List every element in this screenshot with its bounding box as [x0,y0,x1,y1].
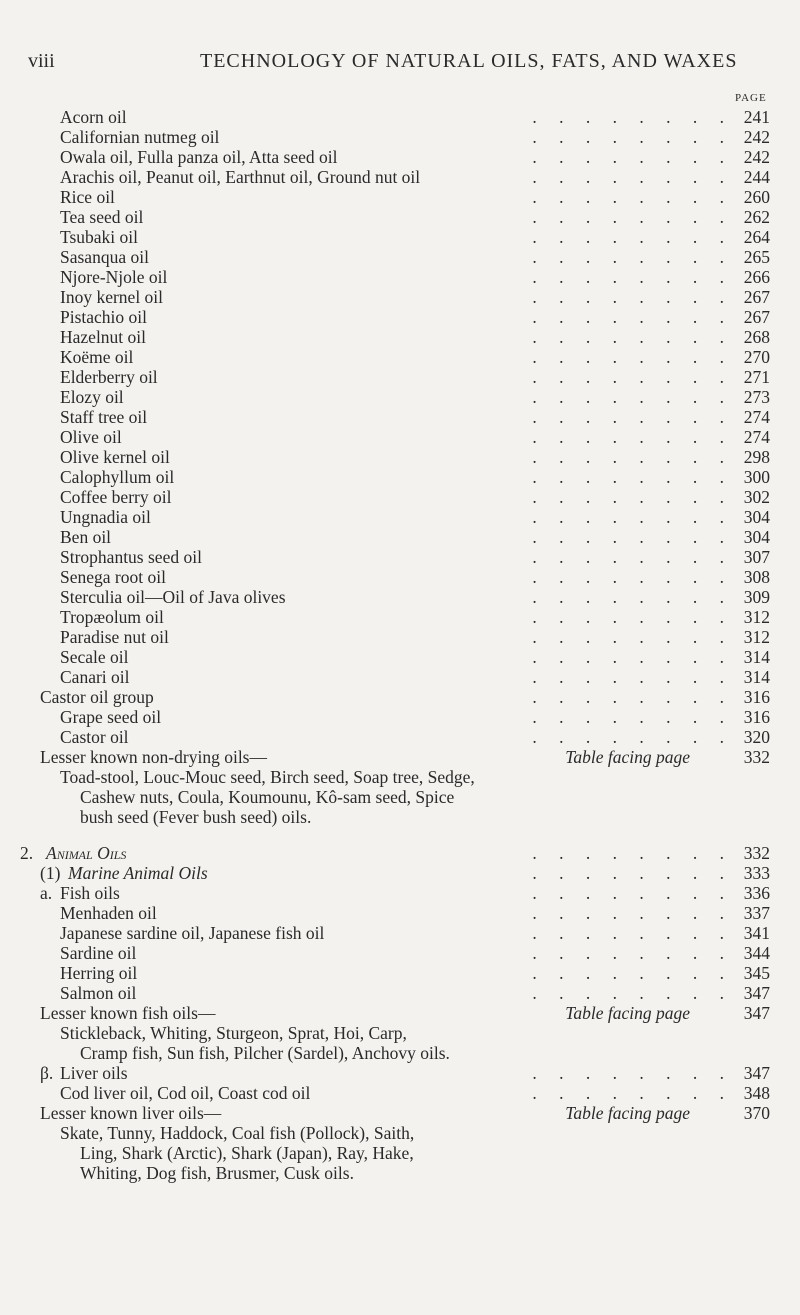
leader-dots: . . . . . . . . [532,427,724,447]
entry-page: 347 [743,983,770,1003]
leader-dots: . . . . . . . . [532,467,724,487]
leader-dots: . . . . . . . . [532,903,724,923]
toc-entry [0,427,800,447]
entry-page: 262 [743,207,770,227]
toc-entry [0,943,800,963]
toc-entry [0,287,800,307]
entry-label: Olive oil [60,427,128,447]
subsection-number: (1) [40,863,61,883]
toc-entry [0,327,800,347]
subsection-heading [0,863,800,883]
entry-page: 344 [743,943,770,963]
subsection-title: Marine Animal Oils [68,863,214,883]
entry-page: 332 [743,747,770,767]
entry-page: 312 [743,627,770,647]
description-line [0,1123,800,1143]
toc-entry [0,247,800,267]
leader-dots: . . . . . . . . [532,227,724,247]
description-line [0,1043,800,1063]
toc-entry [0,587,800,607]
toc-entry [0,487,800,507]
leader-dots: . . . . . . . . [532,727,724,747]
entry-label: Menhaden oil [60,903,163,923]
entry-page: 274 [743,427,770,447]
leader-dots: . . . . . . . . [532,863,724,883]
entry-label: Canari oil [60,667,136,687]
leader-dots: . . . . . . . . [532,983,724,1003]
running-title: TECHNOLOGY OF NATURAL OILS, FATS, AND WAXES [200,50,738,72]
entry-label: Herring oil [60,963,143,983]
entry-label: Ungnadia oil [60,507,157,527]
toc-entry [0,687,800,707]
toc-entry [0,127,800,147]
toc-entry [0,347,800,367]
toc-entry [0,923,800,943]
description-line [0,807,800,827]
table-facing-note: Table facing page [565,1003,690,1023]
entry-label: Coffee berry oil [60,487,177,507]
entry-page: 336 [743,883,770,903]
entry-label: Japanese sardine oil, Japanese fish oil [60,923,330,943]
leader-dots: . . . . . . . . [532,1063,724,1083]
entry-page: 260 [743,187,770,207]
entry-label: Lesser known fish oils— [40,1003,216,1023]
toc-entry [0,167,800,187]
leader-dots: . . . . . . . . [532,627,724,647]
lesser-known-entry [0,1003,800,1023]
leader-dots: . . . . . . . . [532,187,724,207]
leader-dots: . . . . . . . . [532,307,724,327]
toc-entry [0,367,800,387]
leader-dots: . . . . . . . . [532,327,724,347]
table-facing-note: Table facing page [565,747,690,767]
toc-entry [0,147,800,167]
entry-page: 316 [743,687,770,707]
description-text: Skate, Tunny, Haddock, Coal fish (Pollock), Saith, [60,1123,415,1143]
leader-dots: . . . . . . . . [532,943,724,963]
entry-label: Koëme oil [60,347,139,367]
leader-dots: . . . . . . . . [532,487,724,507]
toc-entry [0,507,800,527]
entry-page: 266 [743,267,770,287]
toc-entry [0,527,800,547]
entry-label: Tsubaki oil [60,227,144,247]
toc-entry [0,467,800,487]
description-line [0,767,800,787]
toc-entry [0,647,800,667]
entry-page: 242 [743,147,770,167]
toc-entry [0,187,800,207]
description-text: Whiting, Dog fish, Brusmer, Cusk oils. [80,1163,354,1183]
entry-page: 370 [743,1103,770,1123]
entry-page: 264 [743,227,770,247]
leader-dots: . . . . . . . . [532,447,724,467]
leader-dots: . . . . . . . . [532,167,724,187]
leader-dots: . . . . . . . . [532,883,724,903]
page-column-label: PAGE [735,92,767,104]
section-number: 2. [20,843,34,863]
entry-page: 333 [743,863,770,883]
toc-entry [0,903,800,923]
description-text: Ling, Shark (Arctic), Shark (Japan), Ray, Hake, [80,1143,414,1163]
leader-dots: . . . . . . . . [532,287,724,307]
entry-label: Elozy oil [60,387,130,407]
entry-page: 345 [743,963,770,983]
entry-page: 341 [743,923,770,943]
toc-entry [0,387,800,407]
description-text: bush seed (Fever bush seed) oils. [80,807,312,827]
entry-page: 304 [743,507,770,527]
entry-page: 265 [743,247,770,267]
description-text: Toad-stool, Louc-Mouc seed, Birch seed, Soap tree, Sedge, [60,767,475,787]
leader-dots: . . . . . . . . [532,687,724,707]
leader-dots: . . . . . . . . [532,247,724,267]
entry-page: 270 [743,347,770,367]
entry-page: 244 [743,167,770,187]
toc-entry [0,447,800,467]
leader-dots: . . . . . . . . [532,147,724,167]
leader-dots: . . . . . . . . [532,963,724,983]
entry-page: 267 [743,287,770,307]
leader-dots: . . . . . . . . [532,707,724,727]
entry-label: Pistachio oil [60,307,153,327]
description-text: Cashew nuts, Coula, Koumounu, Kô-sam seed, Spice [80,787,455,807]
entry-label: Grape seed oil [60,707,167,727]
section-gap [0,827,800,843]
entry-label: Tropæolum oil [60,607,170,627]
section-title: Animal Oils [46,843,132,863]
leader-dots: . . . . . . . . [532,127,724,147]
entry-page: 242 [743,127,770,147]
entry-label: Owala oil, Fulla panza oil, Atta seed oil [60,147,344,167]
entry-label: Acorn oil [60,107,133,127]
section-heading [0,843,800,863]
entry-page: 298 [743,447,770,467]
toc-entry [0,567,800,587]
entry-label: Inoy kernel oil [60,287,169,307]
leader-dots: . . . . . . . . [532,647,724,667]
description-line [0,1143,800,1163]
entry-label: Salmon oil [60,983,142,1003]
entry-page: 337 [743,903,770,923]
entry-page: 241 [743,107,770,127]
entry-page: 309 [743,587,770,607]
entry-page: 316 [743,707,770,727]
entry-label: Olive kernel oil [60,447,176,467]
leader-dots: . . . . . . . . [532,607,724,627]
lesser-known-entry [0,747,800,767]
description-line [0,787,800,807]
entry-page: 274 [743,407,770,427]
entry-page: 312 [743,607,770,627]
entry-page: 300 [743,467,770,487]
entry-page: 304 [743,527,770,547]
subsection-title: Liver oils [60,1063,134,1083]
toc-entry [0,607,800,627]
entry-page: 332 [743,843,770,863]
subsection-heading [0,883,800,903]
page-header [0,50,800,80]
leader-dots: . . . . . . . . [532,923,724,943]
subsection-number: β. [40,1063,54,1083]
toc-entry [0,1083,800,1103]
entry-label: Staff tree oil [60,407,153,427]
entry-page: 347 [743,1003,770,1023]
entry-label: Njore-Njole oil [60,267,173,287]
entry-page: 267 [743,307,770,327]
table-facing-note: Table facing page [565,1103,690,1123]
entry-label: Strophantus seed oil [60,547,208,567]
entry-label: Castor oil [60,727,135,747]
subsection-title: Fish oils [60,883,126,903]
entry-label: Elderberry oil [60,367,164,387]
entry-label: Sardine oil [60,943,142,963]
toc-entry [0,307,800,327]
entry-label: Lesser known non-drying oils— [40,747,267,767]
entry-label: Tea seed oil [60,207,149,227]
toc-entry [0,547,800,567]
entry-label: Arachis oil, Peanut oil, Earthnut oil, Ground nut oil [60,167,426,187]
toc-entry [0,407,800,427]
entry-page: 273 [743,387,770,407]
entry-label: Cod liver oil, Cod oil, Coast cod oil [60,1083,316,1103]
leader-dots: . . . . . . . . [532,347,724,367]
leader-dots: . . . . . . . . [532,527,724,547]
entry-page: 320 [743,727,770,747]
toc-entry [0,983,800,1003]
entry-page: 307 [743,547,770,567]
toc-entry [0,963,800,983]
entry-page: 271 [743,367,770,387]
toc-entry [0,267,800,287]
entry-label: Californian nutmeg oil [60,127,225,147]
leader-dots: . . . . . . . . [532,367,724,387]
subsection-number: a. [40,883,53,903]
contents-list [0,107,800,1183]
leader-dots: . . . . . . . . [532,107,724,127]
leader-dots: . . . . . . . . [532,547,724,567]
entry-label: Paradise nut oil [60,627,175,647]
description-text: Stickleback, Whiting, Sturgeon, Sprat, Hoi, Carp, [60,1023,407,1043]
leader-dots: . . . . . . . . [532,1083,724,1103]
entry-label: Senega root oil [60,567,172,587]
toc-entry [0,727,800,747]
toc-entry [0,627,800,647]
entry-page: 268 [743,327,770,347]
leader-dots: . . . . . . . . [532,507,724,527]
description-line [0,1163,800,1183]
leader-dots: . . . . . . . . [532,207,724,227]
entry-page: 347 [743,1063,770,1083]
lesser-known-entry [0,1103,800,1123]
entry-label: Lesser known liver oils— [40,1103,222,1123]
toc-entry [0,227,800,247]
leader-dots: . . . . . . . . [532,267,724,287]
entry-label: Ben oil [60,527,117,547]
entry-label: Secale oil [60,647,135,667]
leader-dots: . . . . . . . . [532,843,724,863]
entry-label: Hazelnut oil [60,327,152,347]
entry-label: Sterculia oil—Oil of Java olives [60,587,292,607]
page-number-roman: viii [28,50,55,72]
leader-dots: . . . . . . . . [532,407,724,427]
toc-entry [0,667,800,687]
entry-page: 314 [743,667,770,687]
description-line [0,1023,800,1043]
entry-label: Rice oil [60,187,121,207]
leader-dots: . . . . . . . . [532,587,724,607]
entry-label: Calophyllum oil [60,467,180,487]
leader-dots: . . . . . . . . [532,567,724,587]
leader-dots: . . . . . . . . [532,667,724,687]
toc-entry [0,707,800,727]
entry-label: Castor oil group [40,687,160,707]
entry-page: 302 [743,487,770,507]
entry-page: 314 [743,647,770,667]
entry-page: 348 [743,1083,770,1103]
description-text: Cramp fish, Sun fish, Pilcher (Sardel), Anchovy oils. [80,1043,450,1063]
toc-entry [0,107,800,127]
entry-page: 308 [743,567,770,587]
entry-label: Sasanqua oil [60,247,155,267]
leader-dots: . . . . . . . . [532,387,724,407]
toc-entry [0,207,800,227]
subsection-heading [0,1063,800,1083]
